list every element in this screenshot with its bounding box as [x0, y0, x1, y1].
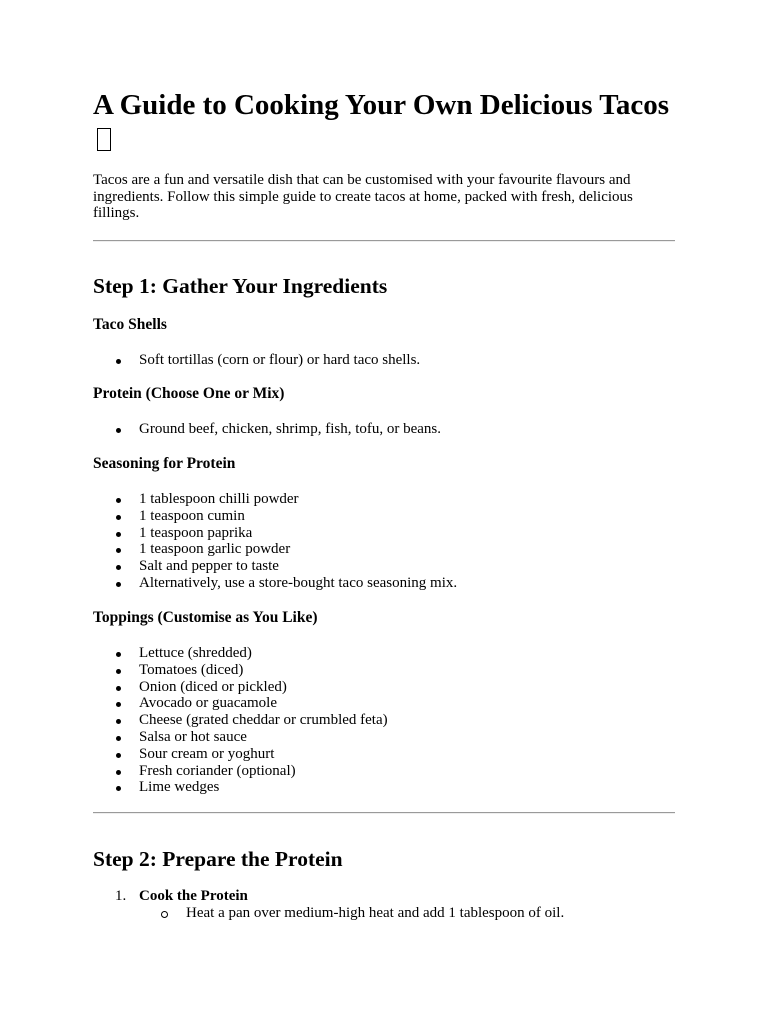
step2-heading: Step 2: Prepare the Protein: [93, 847, 343, 871]
bullet-icon: [116, 719, 121, 724]
bullet-icon: [116, 736, 121, 741]
bullet-icon: [116, 548, 121, 553]
bullet-icon: [116, 786, 121, 791]
bullet-icon: [116, 669, 121, 674]
hollow-bullet-icon: [161, 911, 168, 918]
step1-heading: Step 1: Gather Your Ingredients: [93, 274, 388, 298]
list-item: Lime wedges: [93, 779, 388, 796]
horizontal-rule: [93, 240, 675, 242]
list-item: 1 teaspoon cumin: [93, 508, 457, 525]
horizontal-rule: [93, 812, 675, 814]
bullet-icon: [116, 565, 121, 570]
list-item: Tomatoes (diced): [93, 662, 388, 679]
step-item: [93, 888, 564, 922]
toppings-list: [93, 645, 388, 796]
taco-shells-list: [93, 352, 420, 369]
bullet-icon: [116, 428, 121, 433]
bullet-icon: [116, 582, 121, 587]
bullet-icon: [116, 532, 121, 537]
list-item: Fresh coriander (optional): [93, 763, 388, 780]
list-item: 1 teaspoon garlic powder: [93, 541, 457, 558]
taco-emoji-placeholder-icon: [97, 128, 111, 151]
bullet-icon: [116, 770, 121, 775]
seasoning-list: [93, 491, 457, 592]
section-heading-seasoning: Seasoning for Protein: [93, 455, 236, 472]
section-heading-toppings: Toppings (Customise as You Like): [93, 609, 318, 626]
bullet-icon: [116, 652, 121, 657]
list-item: Ground beef, chicken, shrimp, fish, tofu, or beans.: [93, 421, 441, 438]
list-item: Salsa or hot sauce: [93, 729, 388, 746]
page-title-text: A Guide to Cooking Your Own Delicious Tacos: [93, 89, 670, 121]
list-item: 1 tablespoon chilli powder: [93, 491, 457, 508]
substep-list: [139, 905, 564, 922]
section-heading-taco-shells: Taco Shells: [93, 316, 167, 333]
section-heading-protein: Protein (Choose One or Mix): [93, 385, 285, 402]
bullet-icon: [116, 753, 121, 758]
step-title: Cook the Protein: [139, 888, 248, 904]
list-item: 1 teaspoon paprika: [93, 525, 457, 542]
bullet-icon: [116, 359, 121, 364]
step2-list: [93, 888, 564, 922]
protein-list: [93, 421, 441, 438]
list-item: Onion (diced or pickled): [93, 679, 388, 696]
list-item: Salt and pepper to taste: [93, 558, 457, 575]
page-title: [93, 88, 675, 156]
list-item: Alternatively, use a store-bought taco seasoning mix.: [93, 575, 457, 592]
intro-paragraph: Tacos are a fun and versatile dish that can be customised with your favourite flavours and ingredients. Follow this simple guide to create tacos at home, packed with fresh, delicious fillings.: [93, 172, 633, 222]
list-item: Sour cream or yoghurt: [93, 746, 388, 763]
substep-item: Heat a pan over medium-high heat and add 1 tablespoon of oil.: [139, 905, 564, 922]
bullet-icon: [116, 498, 121, 503]
step-number: 1.: [115, 888, 127, 904]
list-item: Lettuce (shredded): [93, 645, 388, 662]
list-item: Soft tortillas (corn or flour) or hard taco shells.: [93, 352, 420, 369]
list-item: Cheese (grated cheddar or crumbled feta): [93, 712, 388, 729]
bullet-icon: [116, 515, 121, 520]
list-item: Avocado or guacamole: [93, 695, 388, 712]
bullet-icon: [116, 702, 121, 707]
bullet-icon: [116, 686, 121, 691]
